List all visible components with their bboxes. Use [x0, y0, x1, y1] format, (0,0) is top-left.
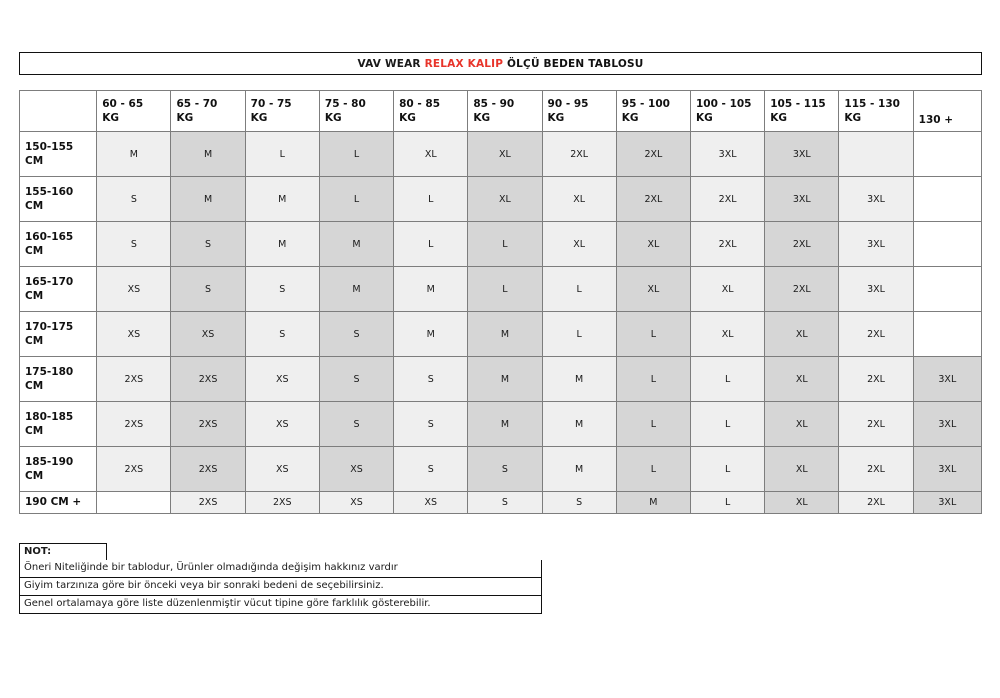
cell-5-11: 3XL: [913, 357, 981, 402]
row-header-5: 175-180 CM: [20, 357, 97, 402]
cell-6-3: S: [319, 402, 393, 447]
cell-2-10: 3XL: [839, 222, 913, 267]
cell-3-2: S: [245, 267, 319, 312]
cell-1-5: XL: [468, 177, 542, 222]
table-corner-cell: [20, 91, 97, 132]
cell-6-9: XL: [765, 402, 839, 447]
cell-1-8: 2XL: [690, 177, 764, 222]
cell-0-0: M: [97, 132, 171, 177]
cell-3-0: XS: [97, 267, 171, 312]
cell-7-10: 2XL: [839, 447, 913, 492]
row-header-7: 185-190 CM: [20, 447, 97, 492]
cell-4-9: XL: [765, 312, 839, 357]
row-header-0: 150-155 CM: [20, 132, 97, 177]
cell-0-10: [839, 132, 913, 177]
cell-4-6: L: [542, 312, 616, 357]
cell-0-3: L: [319, 132, 393, 177]
cell-0-4: XL: [394, 132, 468, 177]
cell-5-9: XL: [765, 357, 839, 402]
cell-2-9: 2XL: [765, 222, 839, 267]
cell-6-4: S: [394, 402, 468, 447]
cell-0-6: 2XL: [542, 132, 616, 177]
cell-4-8: XL: [690, 312, 764, 357]
column-header-7: 95 - 100 KG: [616, 91, 690, 132]
cell-3-6: L: [542, 267, 616, 312]
table-row: [20, 177, 982, 222]
cell-3-10: 3XL: [839, 267, 913, 312]
cell-7-6: M: [542, 447, 616, 492]
cell-0-7: 2XL: [616, 132, 690, 177]
cell-1-6: XL: [542, 177, 616, 222]
cell-1-9: 3XL: [765, 177, 839, 222]
table-row: [20, 357, 982, 402]
cell-7-3: XS: [319, 447, 393, 492]
column-header-8: 100 - 105 KG: [690, 91, 764, 132]
cell-0-11: [913, 132, 981, 177]
cell-5-5: M: [468, 357, 542, 402]
cell-4-1: XS: [171, 312, 245, 357]
cell-3-4: M: [394, 267, 468, 312]
cell-1-1: M: [171, 177, 245, 222]
cell-4-0: XS: [97, 312, 171, 357]
column-header-9: 105 - 115 KG: [765, 91, 839, 132]
row-header-6: 180-185 CM: [20, 402, 97, 447]
size-table-container: [19, 90, 982, 514]
table-row: [20, 402, 982, 447]
cell-6-1: 2XS: [171, 402, 245, 447]
cell-1-11: [913, 177, 981, 222]
cell-6-0: 2XS: [97, 402, 171, 447]
table-row: [20, 132, 982, 177]
title-rest: ÖLÇÜ BEDEN TABLOSU: [503, 57, 644, 70]
chart-title-bar: [19, 52, 982, 75]
size-table-body: [20, 132, 982, 514]
cell-0-5: XL: [468, 132, 542, 177]
cell-0-8: 3XL: [690, 132, 764, 177]
cell-8-5: S: [468, 492, 542, 514]
cell-5-2: XS: [245, 357, 319, 402]
cell-8-0: [97, 492, 171, 514]
row-header-3: 165-170 CM: [20, 267, 97, 312]
cell-6-2: XS: [245, 402, 319, 447]
table-row: [20, 492, 982, 514]
cell-7-1: 2XS: [171, 447, 245, 492]
cell-4-10: 2XL: [839, 312, 913, 357]
cell-6-10: 2XL: [839, 402, 913, 447]
cell-7-5: S: [468, 447, 542, 492]
cell-5-8: L: [690, 357, 764, 402]
cell-5-10: 2XL: [839, 357, 913, 402]
cell-7-7: L: [616, 447, 690, 492]
title-brand: VAV WEAR: [357, 57, 425, 70]
cell-7-4: S: [394, 447, 468, 492]
column-header-4: 80 - 85 KG: [394, 91, 468, 132]
cell-2-8: 2XL: [690, 222, 764, 267]
cell-8-2: 2XS: [245, 492, 319, 514]
cell-6-11: 3XL: [913, 402, 981, 447]
cell-6-6: M: [542, 402, 616, 447]
cell-4-11: [913, 312, 981, 357]
cell-3-11: [913, 267, 981, 312]
row-header-2: 160-165 CM: [20, 222, 97, 267]
cell-8-7: M: [616, 492, 690, 514]
cell-4-4: M: [394, 312, 468, 357]
cell-0-9: 3XL: [765, 132, 839, 177]
cell-8-11: 3XL: [913, 492, 981, 514]
table-row: [20, 312, 982, 357]
cell-7-11: 3XL: [913, 447, 981, 492]
title-accent: RELAX KALIP: [424, 57, 504, 70]
table-header-row: [20, 91, 982, 132]
cell-6-5: M: [468, 402, 542, 447]
page-title: [358, 58, 644, 70]
table-row: [20, 447, 982, 492]
size-table: [19, 90, 982, 514]
column-header-3: 75 - 80 KG: [319, 91, 393, 132]
note-line-2: Giyim tarzınıza göre bir önceki veya bir sonraki bedeni de seçebilirsiniz.: [19, 578, 542, 596]
cell-5-4: S: [394, 357, 468, 402]
cell-2-5: L: [468, 222, 542, 267]
cell-8-10: 2XL: [839, 492, 913, 514]
cell-4-3: S: [319, 312, 393, 357]
cell-2-2: M: [245, 222, 319, 267]
cell-8-8: L: [690, 492, 764, 514]
row-header-4: 170-175 CM: [20, 312, 97, 357]
cell-3-1: S: [171, 267, 245, 312]
table-row: [20, 222, 982, 267]
cell-1-0: S: [97, 177, 171, 222]
cell-6-7: L: [616, 402, 690, 447]
cell-7-0: 2XS: [97, 447, 171, 492]
cell-3-8: XL: [690, 267, 764, 312]
cell-2-3: M: [319, 222, 393, 267]
cell-4-7: L: [616, 312, 690, 357]
table-row: [20, 267, 982, 312]
cell-3-9: 2XL: [765, 267, 839, 312]
notes-label: NOT:: [19, 543, 107, 560]
cell-2-0: S: [97, 222, 171, 267]
note-line-3: Genel ortalamaya göre liste düzenlenmiştir vücut tipine göre farklılık gösterebilir.: [19, 596, 542, 614]
column-header-5: 85 - 90 KG: [468, 91, 542, 132]
cell-1-4: L: [394, 177, 468, 222]
cell-7-2: XS: [245, 447, 319, 492]
cell-8-1: 2XS: [171, 492, 245, 514]
cell-1-10: 3XL: [839, 177, 913, 222]
cell-2-7: XL: [616, 222, 690, 267]
cell-2-11: [913, 222, 981, 267]
cell-4-5: M: [468, 312, 542, 357]
cell-8-4: XS: [394, 492, 468, 514]
cell-1-2: M: [245, 177, 319, 222]
cell-2-6: XL: [542, 222, 616, 267]
cell-8-6: S: [542, 492, 616, 514]
cell-5-7: L: [616, 357, 690, 402]
cell-3-7: XL: [616, 267, 690, 312]
cell-6-8: L: [690, 402, 764, 447]
cell-2-4: L: [394, 222, 468, 267]
row-header-8: 190 CM +: [20, 492, 97, 514]
cell-3-3: M: [319, 267, 393, 312]
notes-box: [19, 543, 542, 614]
column-header-2: 70 - 75 KG: [245, 91, 319, 132]
column-header-6: 90 - 95 KG: [542, 91, 616, 132]
cell-8-9: XL: [765, 492, 839, 514]
cell-5-1: 2XS: [171, 357, 245, 402]
cell-5-6: M: [542, 357, 616, 402]
cell-7-9: XL: [765, 447, 839, 492]
cell-3-5: L: [468, 267, 542, 312]
column-header-1: 65 - 70 KG: [171, 91, 245, 132]
cell-7-8: L: [690, 447, 764, 492]
column-header-11: 130 +: [913, 91, 981, 132]
cell-0-2: L: [245, 132, 319, 177]
cell-2-1: S: [171, 222, 245, 267]
column-header-10: 115 - 130 KG: [839, 91, 913, 132]
cell-5-0: 2XS: [97, 357, 171, 402]
note-line-1: Öneri Niteliğinde bir tablodur, Ürünler olmadığında değişim hakkınız vardır: [19, 560, 542, 578]
cell-0-1: M: [171, 132, 245, 177]
column-header-0: 60 - 65 KG: [97, 91, 171, 132]
cell-1-3: L: [319, 177, 393, 222]
cell-1-7: 2XL: [616, 177, 690, 222]
row-header-1: 155-160 CM: [20, 177, 97, 222]
cell-5-3: S: [319, 357, 393, 402]
cell-4-2: S: [245, 312, 319, 357]
cell-8-3: XS: [319, 492, 393, 514]
